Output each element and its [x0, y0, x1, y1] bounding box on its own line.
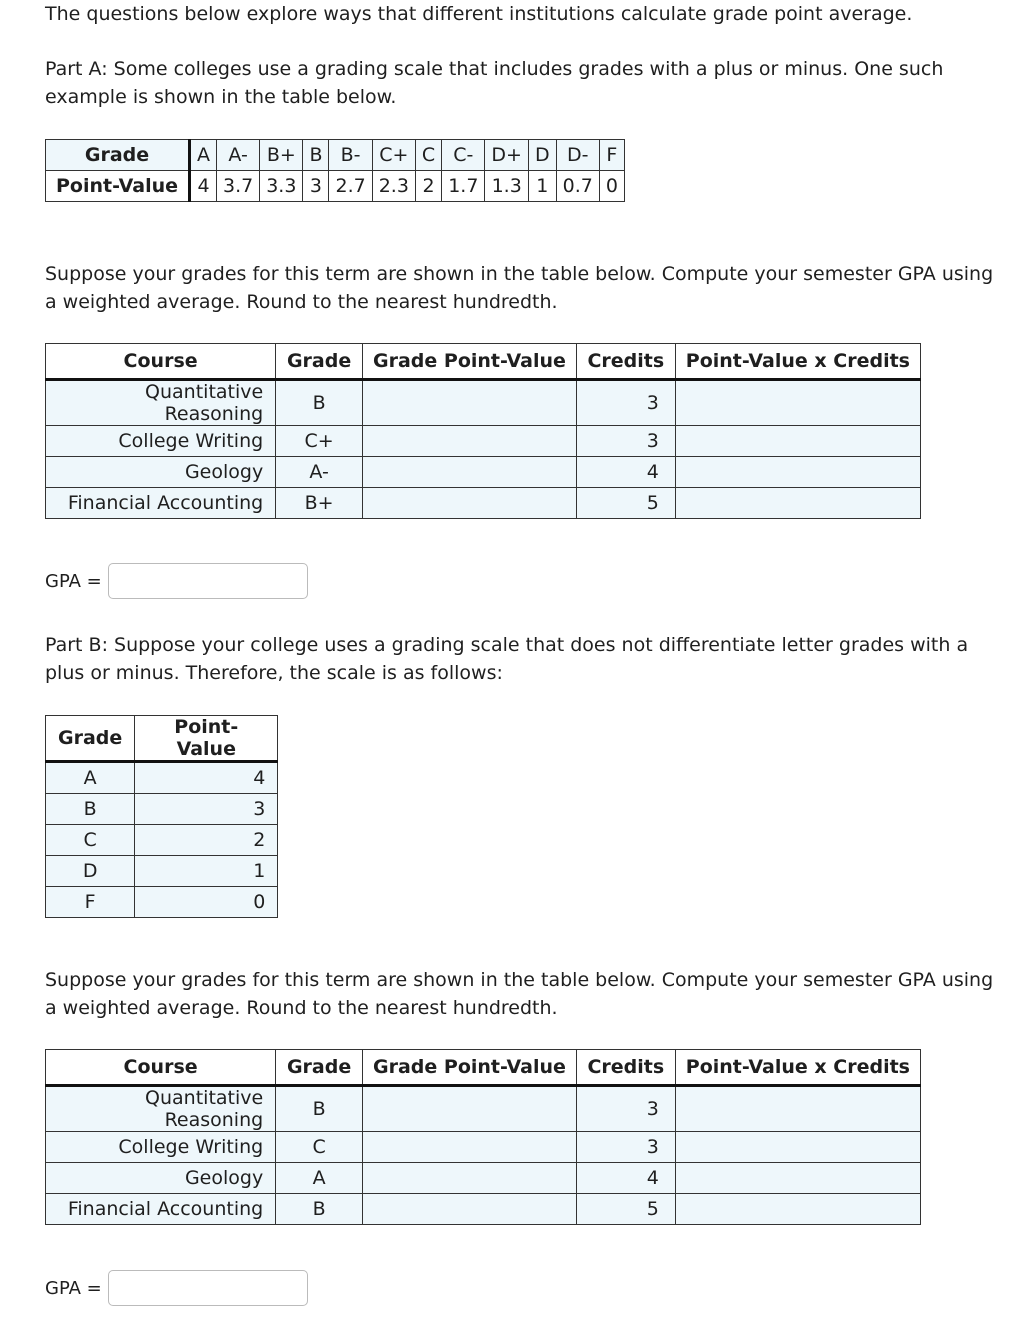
- table-row: [46, 426, 921, 457]
- gpa-b-label: GPA =: [45, 1277, 102, 1299]
- scale-a-grade-row: [46, 140, 625, 171]
- scale-a-grade: B+: [260, 140, 303, 171]
- course-grade: C: [276, 1132, 363, 1163]
- grade-point-value-cell[interactable]: [363, 1132, 577, 1163]
- scale-a-grade: C-: [442, 140, 485, 171]
- scale-a-grade: A-: [217, 140, 260, 171]
- course-credits: 5: [576, 1194, 675, 1225]
- course-credits: 3: [576, 1086, 675, 1132]
- scale-a-value: 2.3: [372, 171, 415, 202]
- scale-a-grade: B: [303, 140, 329, 171]
- grade-point-value-cell[interactable]: [363, 380, 577, 426]
- scale-b-header-value: Point-Value: [135, 716, 278, 762]
- table-row: [46, 794, 278, 825]
- part-a-question: Suppose your grades for this term are shown in the table below. Compute your semester GPA using a weighted average. Round to the nearest hundredth.: [45, 263, 994, 313]
- scale-a-value: 3.7: [217, 171, 260, 202]
- course-credits: 4: [576, 1163, 675, 1194]
- scale-a-value: 0: [599, 171, 624, 202]
- table-row: [46, 856, 278, 887]
- course-name: College Writing: [46, 426, 276, 457]
- table-row: [46, 825, 278, 856]
- scale-b-grade: A: [46, 762, 135, 794]
- course-name: Geology: [46, 457, 276, 488]
- point-value-x-credits-cell[interactable]: [675, 1194, 920, 1225]
- scale-a-value: 3: [303, 171, 329, 202]
- scale-table-b: [45, 715, 278, 918]
- header-course: Course: [46, 344, 276, 380]
- scale-a-value: 1.3: [485, 171, 529, 202]
- scale-b-value: 0: [135, 887, 278, 918]
- course-grade: B+: [276, 488, 363, 519]
- header-credits: Credits: [576, 1050, 675, 1086]
- scale-a-value-header: Point-Value: [46, 171, 190, 202]
- table-row: [46, 1194, 921, 1225]
- scale-b-grade: B: [46, 794, 135, 825]
- scale-a-value: 2.7: [329, 171, 372, 202]
- scale-b-header-row: [46, 716, 278, 762]
- course-grade: B: [276, 380, 363, 426]
- course-grade: A: [276, 1163, 363, 1194]
- course-grade: C+: [276, 426, 363, 457]
- course-name: Geology: [46, 1163, 276, 1194]
- scale-a-grade: B-: [329, 140, 372, 171]
- point-value-x-credits-cell[interactable]: [675, 1132, 920, 1163]
- scale-a-value: 1.7: [442, 171, 485, 202]
- scale-a-grade: D: [528, 140, 556, 171]
- grades-a-header-row: [46, 344, 921, 380]
- grade-point-value-cell[interactable]: [363, 1086, 577, 1132]
- part-b-question: Suppose your grades for this term are shown in the table below. Compute your semester GPA using a weighted average. Round to the nearest hundredth.: [45, 969, 994, 1019]
- gpa-b-input[interactable]: [108, 1270, 308, 1306]
- header-grade: Grade: [276, 1050, 363, 1086]
- header-credits: Credits: [576, 344, 675, 380]
- scale-a-grade-header: Grade: [46, 140, 190, 171]
- header-point-value-x-credits: Point-Value x Credits: [675, 344, 920, 380]
- grade-point-value-cell[interactable]: [363, 1163, 577, 1194]
- scale-a-value: 4: [190, 171, 217, 202]
- grades-b-header-row: [46, 1050, 921, 1086]
- table-row: [46, 488, 921, 519]
- course-name: Financial Accounting: [46, 488, 276, 519]
- part-a-text: Part A: Some colleges use a grading scale that includes grades with a plus or minus. One such example is shown in the table below.: [45, 58, 944, 108]
- scale-a-value: 1: [528, 171, 556, 202]
- header-grade-point-value: Grade Point-Value: [363, 344, 577, 380]
- grade-point-value-cell[interactable]: [363, 488, 577, 519]
- scale-b-value: 2: [135, 825, 278, 856]
- course-grade: A-: [276, 457, 363, 488]
- header-grade-point-value: Grade Point-Value: [363, 1050, 577, 1086]
- course-name: College Writing: [46, 1132, 276, 1163]
- scale-a-value: 2: [415, 171, 441, 202]
- header-course: Course: [46, 1050, 276, 1086]
- intro-text: The questions below explore ways that different institutions calculate grade point average.: [45, 3, 913, 25]
- scale-a-value: 0.7: [556, 171, 599, 202]
- course-credits: 3: [576, 380, 675, 426]
- scale-b-value: 3: [135, 794, 278, 825]
- scale-a-grade: C+: [372, 140, 415, 171]
- course-name: Quantitative Reasoning: [46, 380, 276, 426]
- table-row: [46, 887, 278, 918]
- point-value-x-credits-cell[interactable]: [675, 457, 920, 488]
- course-name: Financial Accounting: [46, 1194, 276, 1225]
- grades-table-a: [45, 343, 921, 519]
- course-credits: 3: [576, 426, 675, 457]
- course-grade: B: [276, 1194, 363, 1225]
- table-row: [46, 380, 921, 426]
- table-row: [46, 1163, 921, 1194]
- point-value-x-credits-cell[interactable]: [675, 488, 920, 519]
- course-name: Quantitative Reasoning: [46, 1086, 276, 1132]
- grade-point-value-cell[interactable]: [363, 457, 577, 488]
- table-row: [46, 1086, 921, 1132]
- part-b-text: Part B: Suppose your college uses a grading scale that does not differentiate letter grades with a plus or minus. Therefore, the scale is as follows:: [45, 634, 969, 684]
- scale-a-grade: D-: [556, 140, 599, 171]
- point-value-x-credits-cell[interactable]: [675, 1163, 920, 1194]
- scale-a-value-row: [46, 171, 625, 202]
- scale-b-grade: C: [46, 825, 135, 856]
- point-value-x-credits-cell[interactable]: [675, 426, 920, 457]
- scale-a-grade: A: [190, 140, 217, 171]
- point-value-x-credits-cell[interactable]: [675, 1086, 920, 1132]
- table-row: [46, 457, 921, 488]
- scale-a-value: 3.3: [260, 171, 303, 202]
- scale-a-grade: F: [599, 140, 624, 171]
- course-grade: B: [276, 1086, 363, 1132]
- scale-table-a: [45, 139, 625, 202]
- table-row: [46, 762, 278, 794]
- gpa-b-row: [45, 1270, 308, 1306]
- gpa-a-row: [45, 563, 308, 599]
- scale-b-value: 4: [135, 762, 278, 794]
- course-credits: 4: [576, 457, 675, 488]
- course-credits: 3: [576, 1132, 675, 1163]
- point-value-x-credits-cell[interactable]: [675, 380, 920, 426]
- table-row: [46, 1132, 921, 1163]
- scale-a-grade: C: [415, 140, 441, 171]
- grade-point-value-cell[interactable]: [363, 426, 577, 457]
- scale-b-header-grade: Grade: [46, 716, 135, 762]
- gpa-a-label: GPA =: [45, 570, 102, 592]
- gpa-a-input[interactable]: [108, 563, 308, 599]
- course-credits: 5: [576, 488, 675, 519]
- header-grade: Grade: [276, 344, 363, 380]
- scale-a-grade: D+: [485, 140, 529, 171]
- grade-point-value-cell[interactable]: [363, 1194, 577, 1225]
- header-point-value-x-credits: Point-Value x Credits: [675, 1050, 920, 1086]
- scale-b-grade: D: [46, 856, 135, 887]
- grades-table-b: [45, 1049, 921, 1225]
- scale-b-grade: F: [46, 887, 135, 918]
- scale-b-value: 1: [135, 856, 278, 887]
